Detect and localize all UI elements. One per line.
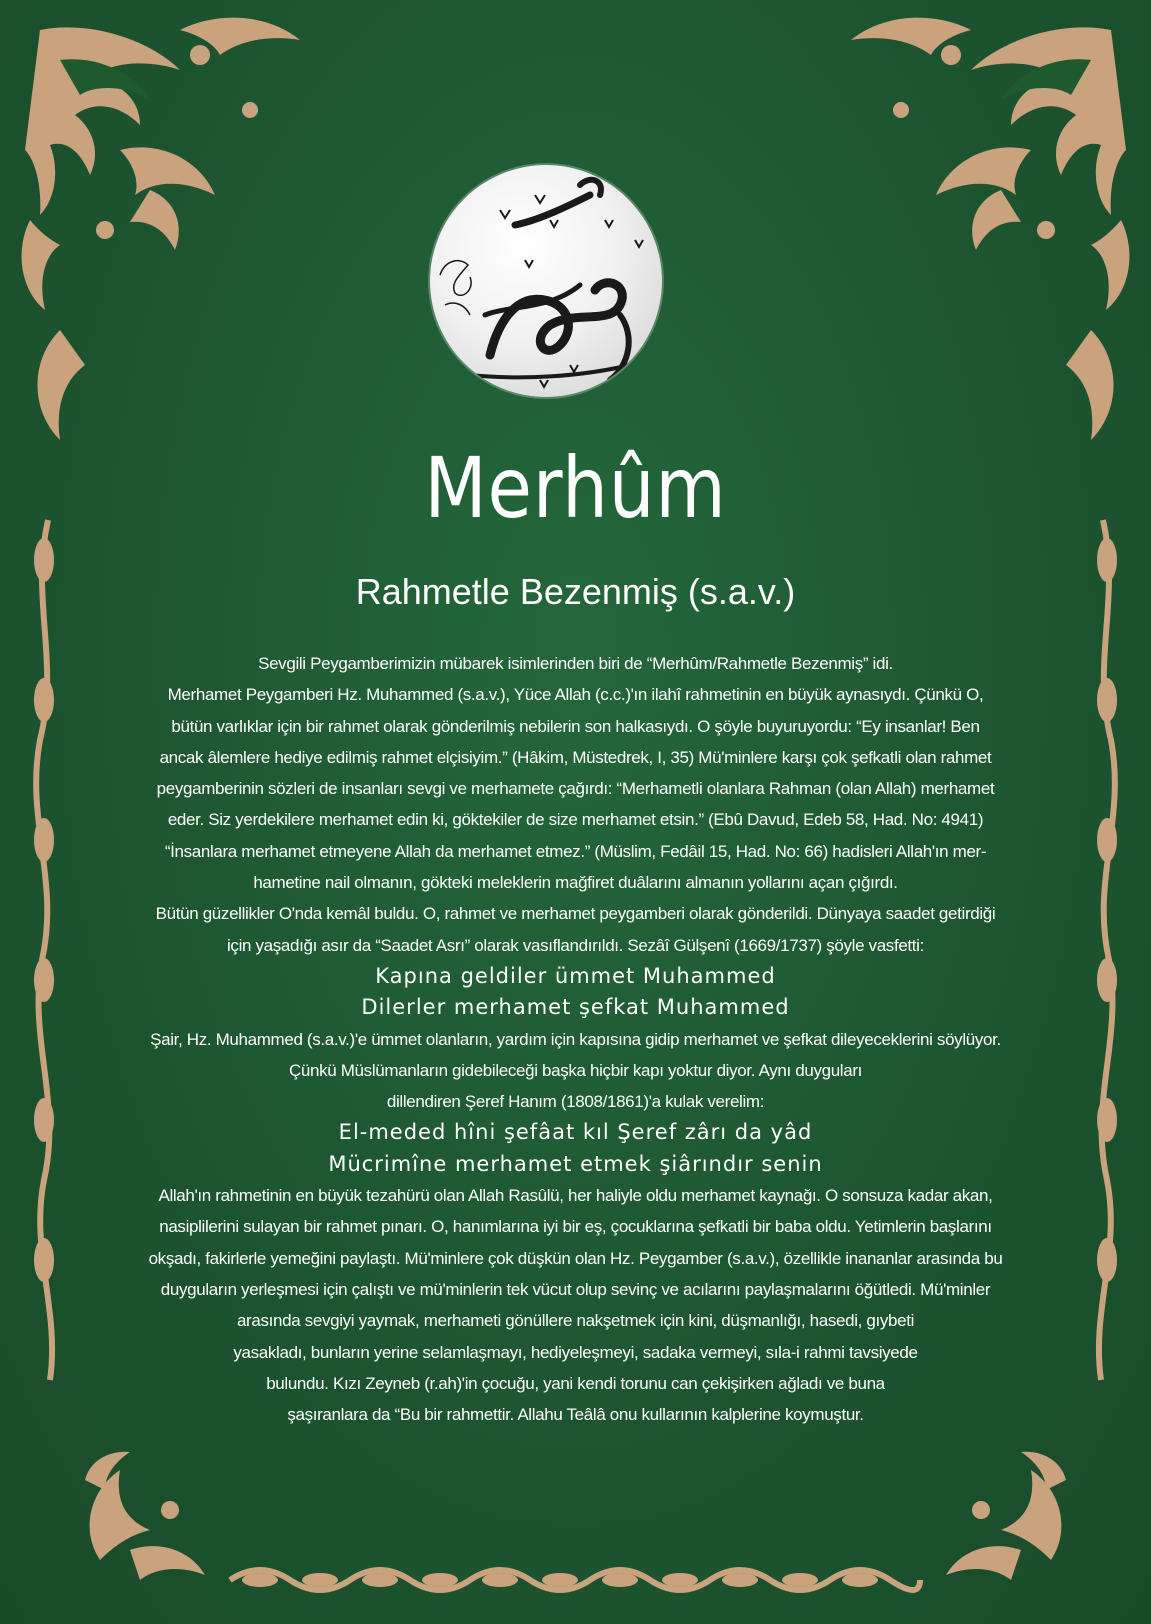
body-line: Çünkü Müslümanların gidebileceği başka hiçbir kapı yoktur diyor. Aynı duyguları (288, 1060, 863, 1080)
body-line: eder. Siz yerdekilere merhamet edin ki, göktekiler de size merhamet etsin.” (Ebû Davud, Edeb 58, Had. No: 4941) (167, 810, 984, 830)
body-line: Allah'ın rahmetinin en büyük tezahürü olan Allah Rasûlü, her haliyle oldu merhamet kaynağı. O sonsuza kadar akan, (158, 1186, 993, 1206)
body-line: ancak âlemlere hediye edilmiş rahmet elçisiyim.” (Hâkim, Müstedrek, I, 35) Mü'minlere karşı çok şefkatli olan rahmet (159, 747, 992, 767)
verse-line: El-meded hîni şefâat kıl Şeref zârı da yâd (338, 1120, 813, 1145)
page-title: Merhûm (424, 439, 727, 537)
body-line: hametine nail olmanın, gökteki meleklerin mağfiret duâlarını almanın yollarını açan çığırdı. (253, 873, 898, 893)
body-line: için yaşadığı asır da “Saadet Asrı” olarak vasıflandırıldı. Sezâî Gülşenî (1669/1737) şöyle vasfetti: (227, 935, 924, 955)
calligraphy-icon (430, 165, 662, 397)
page-subtitle: Rahmetle Bezenmiş (s.a.v.) (355, 571, 796, 612)
body-line: Sevgili Peygamberimizin mübarek isimlerinden biri de “Merhûm/Rahmetle Bezenmiş” idi. (258, 654, 893, 673)
body-line: peygamberinin sözleri de insanları sevgi ve merhamete çağırdı: “Merhametli olanlara Rahman (olan Allah) merhamet (156, 779, 995, 799)
body-line: Merhamet Peygamberi Hz. Muhammed (s.a.v.), Yüce Allah (c.c.)'ın ilahî rahmetinin en büyük aynasıydı. Çünkü O, (167, 685, 984, 705)
body-line: duyguların yerleşmesi için çalıştı ve mü'minlerin tek vücut olup sevinç ve acılarını paylaşmalarını öğütledi. Mü'minler (160, 1279, 991, 1299)
body-line: bütün varlıklar için bir rahmet olarak gönderilmiş nebilerin son halkasıydı. O şöyle buyuruyordu: “Ey insanlar! Ben (171, 716, 980, 736)
body-line: Bütün güzellikler O'nda kemâl buldu. O, rahmet ve merhamet peygamberi olarak gönderildi. Dünyaya saadet getirdiği (155, 904, 996, 924)
verse-line: Mücrimîne merhamet etmek şiârındır senin (328, 1151, 823, 1176)
verse-line: Dilerler merhamet şefkat Muhammed (361, 995, 790, 1020)
body-line: Şair, Hz. Muhammed (s.a.v.)'e ümmet olanların, yardım için kapısına gidip merhamet ve şefkat dileyeceklerini söylüyor. (150, 1029, 1001, 1049)
body-line: yasakladı, bunların yerine selamlaşmayı, hediyeleşmeyi, sadaka vermeyi, sıla-i rahmi tavsiyede (233, 1342, 918, 1362)
body-line: “İnsanlara merhamet etmeyene Allah da merhamet etmez.” (Müslim, Fedâil 15, Had. No: 66) hadisleri Allah'ın mer- (164, 841, 987, 861)
body-line: şaşıranlara da “Bu bir rahmettir. Allahu Teâlâ onu kullarının kalplerine koymuştur. (287, 1405, 864, 1425)
calligraphy-emblem (430, 165, 662, 397)
body-line: dillendiren Şeref Hanım (1808/1861)'a kulak verelim: (386, 1092, 765, 1112)
article-body (110, 648, 1041, 1430)
verse-line: Kapına geldiler ümmet Muhammed (375, 963, 776, 988)
body-line: arasında sevgiyi yaymak, merhameti gönüllere nakşetmek için kini, düşmanlığı, hasedi, gıybeti (236, 1311, 915, 1331)
body-line: nasiplilerini sulayan bir rahmet pınarı. O, hanımlarına iyi bir eş, çocuklarına şefkatli bir baba oldu. Yetimlerin başlarını (159, 1217, 992, 1237)
body-line: bulundu. Kızı Zeyneb (r.ah)'in çocuğu, yani kendi torunu can çekişirken ağladı ve buna (266, 1373, 885, 1393)
body-line: okşadı, fakirlerle yemeğini paylaştı. Mü'minlere çok düşkün olan Hz. Peygamber (s.a.v.), özellikle inananlar arasında bu (148, 1248, 1003, 1268)
